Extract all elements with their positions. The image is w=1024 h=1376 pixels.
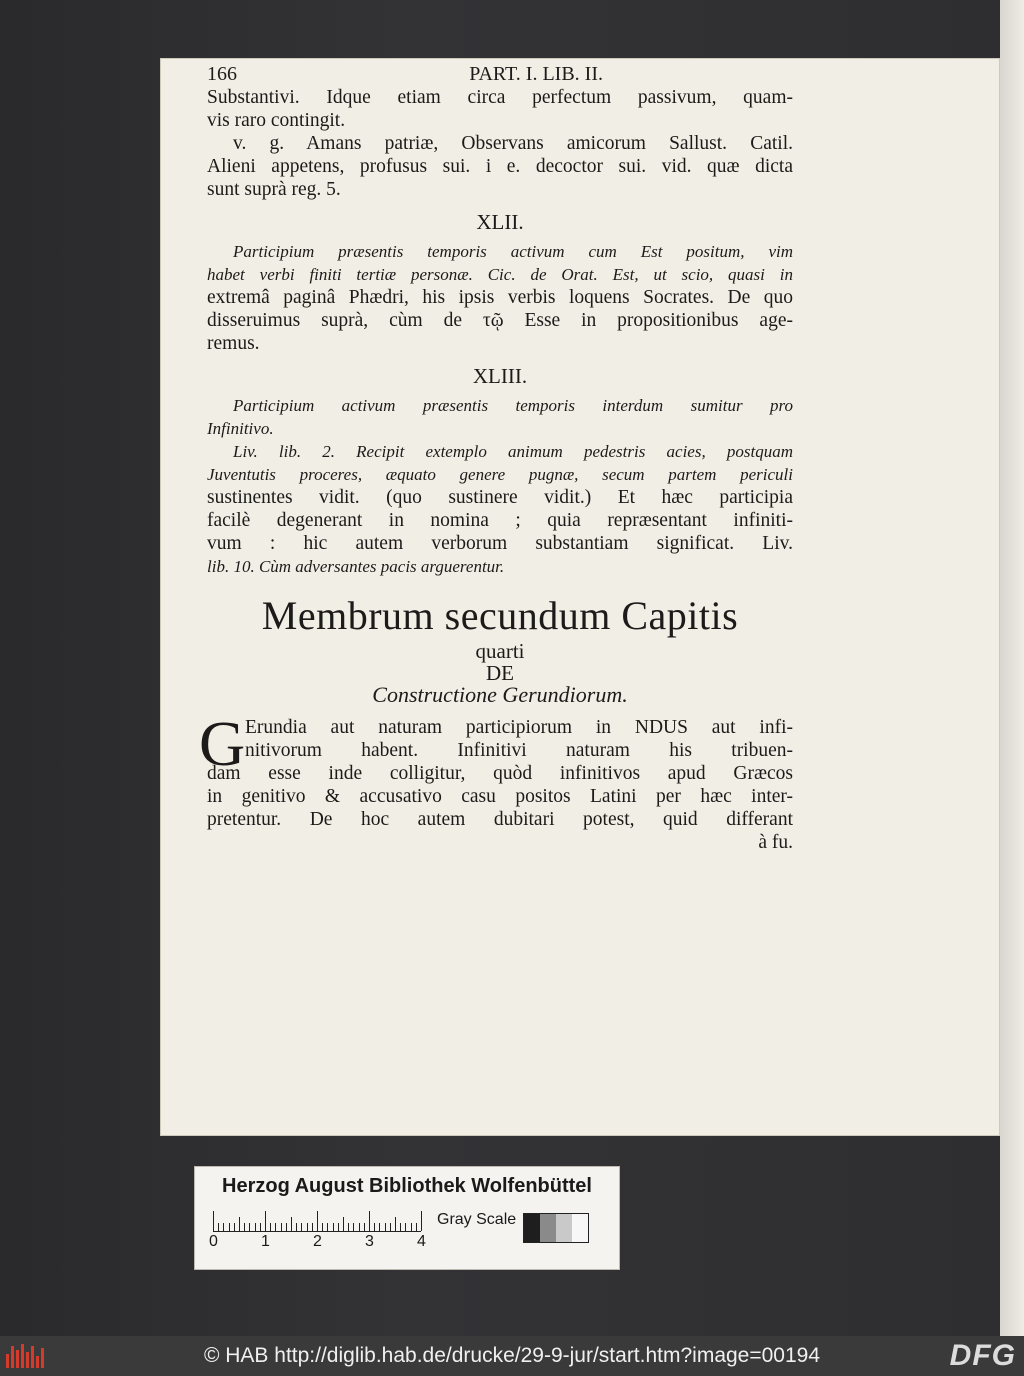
section-subtitle: Constructione Gerundiorum.: [372, 682, 628, 707]
text-line: extremâ paginâ Phædri, his ipsis verbis loquens Socrates. De quo: [207, 287, 793, 308]
text-line: Erundia aut naturam participiorum in NDUS aut infi-: [245, 717, 793, 738]
ruler-tick: [255, 1223, 256, 1231]
ruler-number: 1: [261, 1233, 270, 1250]
color-calibration-bar: [194, 1166, 620, 1270]
copyright-url[interactable]: © HAB http://diglib.hab.de/drucke/29-9-jur/start.htm?image=00194: [203, 1344, 821, 1367]
ruler-tick: [301, 1223, 302, 1231]
gray-patch: [572, 1214, 588, 1242]
ruler-tick: [353, 1223, 354, 1231]
ruler-tick: [421, 1211, 422, 1231]
ruler-tick: [369, 1211, 370, 1231]
ruler-tick: [395, 1217, 396, 1231]
ruler-tick: [229, 1223, 230, 1231]
text-line: vum : hic autem verborum substantiam significat. Liv.: [207, 533, 793, 554]
section-subtitle: DE: [486, 661, 514, 685]
section-numeral: XLII.: [476, 210, 524, 234]
running-title: PART. I. LIB. II.: [469, 63, 603, 85]
section-title: Membrum secundum Capitis: [261, 593, 739, 638]
ruler-tick: [338, 1223, 339, 1231]
ruler-tick: [312, 1223, 313, 1231]
viewer-footer: [0, 1336, 1024, 1376]
gray-patch: [524, 1214, 540, 1242]
library-name: Herzog August Bibliothek Wolfenbüttel: [222, 1175, 592, 1197]
text-line: Substantivi. Idque etiam circa perfectum passivum, quam-: [207, 87, 793, 108]
gray-patch: [540, 1214, 556, 1242]
ruler-tick: [223, 1223, 224, 1231]
opening-paragraph: [199, 708, 793, 854]
ruler-tick: [411, 1223, 412, 1231]
ruler-number: 0: [209, 1233, 218, 1250]
text-line: disseruimus suprà, cùm de τῷ Esse in propositionibus age-: [207, 310, 793, 331]
ruler-tick: [317, 1211, 318, 1231]
dfg-logo: DFG: [949, 1339, 1016, 1372]
ruler-number: 2: [313, 1233, 322, 1250]
ruler-tick: [405, 1223, 406, 1231]
ruler-tick: [265, 1211, 266, 1231]
text-line: Participium præsentis temporis activum cum Est positum, vim: [233, 242, 793, 261]
ruler-tick: [416, 1223, 417, 1231]
text-line: Liv. lib. 2. Recipit extemplo animum pedestris acies, postquam: [233, 442, 793, 461]
text-line: pretentur. De hoc autem dubitari potest, quid differant: [207, 809, 793, 830]
text-line: remus.: [207, 333, 260, 354]
ruler-tick: [260, 1223, 261, 1231]
ruler-tick: [296, 1223, 297, 1231]
ruler-tick: [343, 1217, 344, 1231]
catchword: à fu.: [758, 832, 793, 853]
text-line: vis raro contingit.: [207, 110, 346, 131]
gray-scale-label: Gray Scale: [437, 1211, 517, 1228]
facing-page-edge: [1000, 0, 1024, 1336]
page-text: [199, 62, 793, 854]
text-line: sustinentes vidit. (quo sustinere vidit.) Et hæc participia: [207, 487, 793, 508]
text-line: Alieni appetens, profusus sui. i e. decoctor sui. vid. quæ dicta: [207, 156, 793, 177]
ruler-tick: [364, 1223, 365, 1231]
ruler-tick: [275, 1223, 276, 1231]
ruler-tick: [327, 1223, 328, 1231]
text-line: dam esse inde colligitur, quòd infinitivos apud Græcos: [207, 763, 793, 784]
ruler-tick: [281, 1223, 282, 1231]
ruler-tick: [374, 1223, 375, 1231]
scale-ruler: [213, 1211, 421, 1232]
text-line: habet verbi finiti tertiæ personæ. Cic. de Orat. Est, ut scio, quasi in: [207, 265, 793, 284]
ruler-tick: [286, 1223, 287, 1231]
text-line: lib. 10. Cùm adversantes pacis arguerentur.: [207, 557, 505, 576]
gray-scale-patches: [523, 1213, 589, 1243]
drop-cap: G: [199, 708, 246, 779]
ruler-tick: [400, 1223, 401, 1231]
section-subtitle: quarti: [475, 639, 525, 663]
ruler-tick: [333, 1223, 334, 1231]
ruler-tick: [348, 1223, 349, 1231]
ruler-tick: [322, 1223, 323, 1231]
page-number: 166: [207, 63, 237, 85]
text-line: sunt suprà reg. 5.: [207, 179, 341, 200]
ruler-tick: [213, 1211, 214, 1231]
text-line: in genitivo & accusativo casu positos Latini per hæc inter-: [207, 786, 793, 807]
ruler-tick: [239, 1217, 240, 1231]
text-line: Infinitivo.: [207, 419, 274, 438]
ruler-tick: [291, 1217, 292, 1231]
ruler-tick: [234, 1223, 235, 1231]
ruler-number: 3: [365, 1233, 374, 1250]
ruler-tick: [270, 1223, 271, 1231]
text-line: Juventutis proceres, æquato genere pugnæ, secum partem periculi: [207, 465, 793, 484]
ruler-tick: [249, 1223, 250, 1231]
text-line: nitivorum habent. Infinitivi naturam his tribuen-: [245, 740, 793, 761]
ruler-tick: [218, 1223, 219, 1231]
ruler-number: 4: [417, 1233, 426, 1250]
text-line: v. g. Amans patriæ, Observans amicorum Sallust. Catil.: [233, 133, 793, 154]
text-line: facilè degenerant in nomina ; quia repræsentant infiniti-: [207, 510, 793, 531]
section-numeral: XLIII.: [472, 364, 528, 388]
ruler-tick: [390, 1223, 391, 1231]
ruler-tick: [379, 1223, 380, 1231]
text-line: Participium activum præsentis temporis interdum sumitur pro: [233, 396, 793, 415]
ruler-tick: [359, 1223, 360, 1231]
ruler-tick: [307, 1223, 308, 1231]
ruler-tick: [244, 1223, 245, 1231]
ruler-tick: [385, 1223, 386, 1231]
gray-patch: [556, 1214, 572, 1242]
running-head: [207, 62, 793, 86]
